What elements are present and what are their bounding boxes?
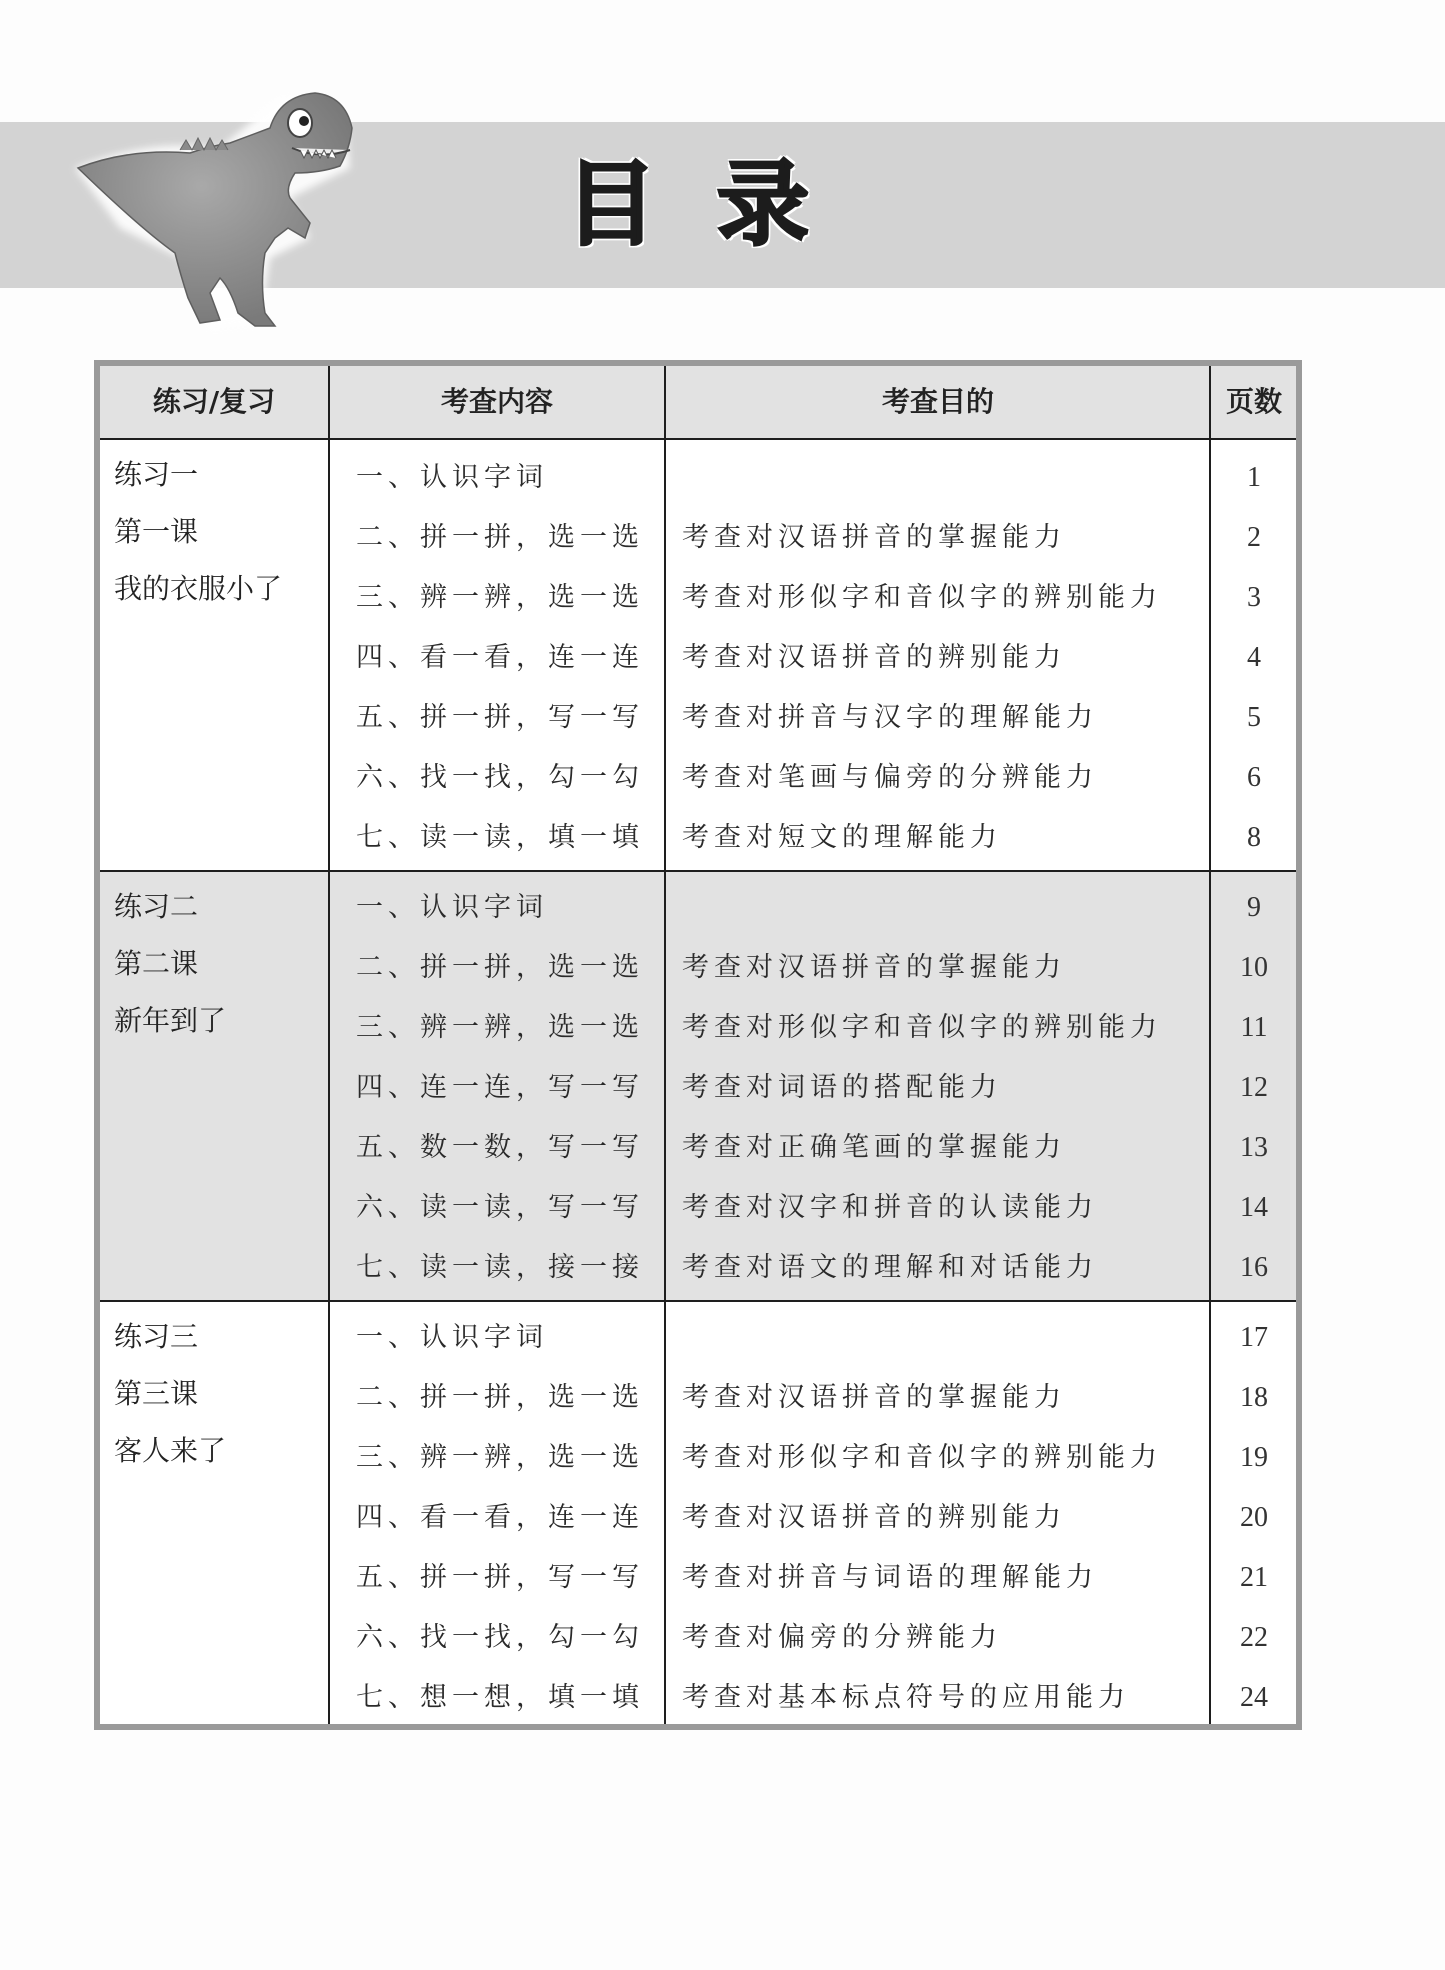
- page-cell: 5: [1247, 702, 1261, 733]
- exercise-name: 练习三: [114, 1320, 199, 1353]
- table-row[interactable]: [100, 628, 1296, 688]
- table-row[interactable]: [100, 748, 1296, 808]
- purpose-cell: 考查对汉语拼音的辨别能力: [682, 642, 1066, 673]
- content-cell: 二、拼一拼，选一选: [356, 1382, 644, 1413]
- table-row[interactable]: [100, 938, 1296, 998]
- purpose-cell: 考查对汉语拼音的掌握能力: [682, 952, 1066, 983]
- purpose-cell: 考查对形似字和音似字的辨别能力: [682, 1012, 1162, 1043]
- purpose-cell: [668, 878, 1208, 938]
- table-row[interactable]: [100, 1608, 1296, 1668]
- lesson-number: 第二课: [114, 947, 199, 980]
- page-cell: 4: [1247, 642, 1261, 673]
- purpose-cell: 考查对笔画与偏旁的分辨能力: [682, 762, 1098, 793]
- header-content: 考查内容: [440, 385, 553, 418]
- header-purpose: 考查目的: [881, 385, 994, 418]
- page-cell: 19: [1240, 1442, 1268, 1473]
- table-row[interactable]: [100, 1548, 1296, 1608]
- content-cell: 七、想一想，填一填: [356, 1682, 644, 1713]
- lesson-title: 客人来了: [114, 1434, 227, 1467]
- purpose-cell: 考查对汉语拼音的辨别能力: [682, 1502, 1066, 1533]
- content-cell: 六、找一找，勾一勾: [356, 1622, 644, 1653]
- page-title: [565, 150, 809, 260]
- purpose-cell: 考查对短文的理解能力: [682, 822, 1002, 853]
- page-cell: 24: [1240, 1682, 1268, 1713]
- content-cell: 三、辨一辨，选一选: [356, 582, 644, 613]
- header-page: 页数: [1225, 385, 1282, 418]
- content-cell: 四、连一连，写一写: [356, 1072, 644, 1103]
- purpose-cell: 考查对语文的理解和对话能力: [682, 1252, 1098, 1283]
- table-row[interactable]: [100, 1368, 1296, 1428]
- table-row[interactable]: [100, 808, 1296, 868]
- purpose-cell: 考查对正确笔画的掌握能力: [682, 1132, 1066, 1163]
- content-cell: 六、找一找，勾一勾: [356, 762, 644, 793]
- table-row[interactable]: [100, 448, 1296, 508]
- page-cell: 17: [1240, 1322, 1268, 1353]
- content-cell: 四、看一看，连一连: [356, 642, 644, 673]
- content-cell: 一、认识字词: [356, 462, 548, 493]
- page-cell: 14: [1240, 1192, 1268, 1223]
- exercise-name: 练习二: [114, 890, 199, 923]
- purpose-cell: 考查对汉语拼音的掌握能力: [682, 1382, 1066, 1413]
- page-cell: 3: [1247, 582, 1261, 613]
- content-cell: 七、读一读，接一接: [356, 1252, 644, 1283]
- content-cell: 二、拼一拼，选一选: [356, 952, 644, 983]
- page-cell: 20: [1240, 1502, 1268, 1533]
- lesson-title: 新年到了: [114, 1004, 227, 1037]
- table-row[interactable]: [100, 568, 1296, 628]
- table-header: [100, 366, 1296, 440]
- table-row[interactable]: [100, 508, 1296, 568]
- purpose-cell: 考查对拼音与汉字的理解能力: [682, 702, 1098, 733]
- purpose-cell: 考查对形似字和音似字的辨别能力: [682, 582, 1162, 613]
- table-row[interactable]: [100, 1428, 1296, 1488]
- content-cell: 三、辨一辨，选一选: [356, 1442, 644, 1473]
- purpose-cell: 考查对汉语拼音的掌握能力: [682, 522, 1066, 553]
- page-cell: 12: [1240, 1072, 1268, 1103]
- table-row[interactable]: [100, 1668, 1296, 1728]
- content-cell: 二、拼一拼，选一选: [356, 522, 644, 553]
- column-divider: [664, 366, 666, 1724]
- dinosaur-illustration-icon: [60, 88, 370, 338]
- purpose-cell: 考查对拼音与词语的理解能力: [682, 1562, 1098, 1593]
- purpose-cell: 考查对词语的搭配能力: [682, 1072, 1002, 1103]
- table-row[interactable]: [100, 1058, 1296, 1118]
- content-cell: 一、认识字词: [356, 1322, 548, 1353]
- page-cell: 1: [1247, 462, 1261, 493]
- section-lesson-1: [100, 440, 1296, 872]
- page-cell: 13: [1240, 1132, 1268, 1163]
- purpose-cell: 考查对基本标点符号的应用能力: [682, 1682, 1130, 1713]
- lesson-number: 第三课: [114, 1377, 199, 1410]
- column-divider: [1209, 366, 1211, 1724]
- title-char-2: 录: [717, 151, 810, 258]
- header-exercise: 练习/复习: [152, 385, 276, 418]
- lesson-number: 第一课: [114, 515, 199, 548]
- content-cell: 一、认识字词: [356, 892, 548, 923]
- content-cell: 五、拼一拼，写一写: [356, 702, 644, 733]
- table-row[interactable]: [100, 1488, 1296, 1548]
- title-char-1: 目: [565, 151, 658, 258]
- content-cell: 五、数一数，写一写: [356, 1132, 644, 1163]
- page-cell: 2: [1247, 522, 1261, 553]
- table-row[interactable]: [100, 1118, 1296, 1178]
- section-lesson-2: [100, 870, 1296, 1302]
- table-row[interactable]: [100, 1308, 1296, 1368]
- purpose-cell: [668, 448, 1208, 508]
- page-cell: 10: [1240, 952, 1268, 983]
- page-cell: 11: [1240, 1012, 1268, 1043]
- purpose-cell: 考查对汉字和拼音的认读能力: [682, 1192, 1098, 1223]
- exercise-name: 练习一: [114, 458, 199, 491]
- page-cell: 9: [1247, 892, 1261, 923]
- table-row[interactable]: [100, 1238, 1296, 1298]
- page-cell: 6: [1247, 762, 1261, 793]
- page-cell: 22: [1240, 1622, 1268, 1653]
- content-cell: 五、拼一拼，写一写: [356, 1562, 644, 1593]
- content-cell: 三、辨一辨，选一选: [356, 1012, 644, 1043]
- table-row[interactable]: [100, 998, 1296, 1058]
- table-of-contents: [94, 360, 1302, 1730]
- purpose-cell: 考查对形似字和音似字的辨别能力: [682, 1442, 1162, 1473]
- content-cell: 七、读一读，填一填: [356, 822, 644, 853]
- table-row[interactable]: [100, 1178, 1296, 1238]
- section-lesson-3: [100, 1300, 1296, 1724]
- table-row[interactable]: [100, 878, 1296, 938]
- purpose-cell: [668, 1308, 1208, 1368]
- page-cell: 8: [1247, 822, 1261, 853]
- page-cell: 16: [1240, 1252, 1268, 1283]
- column-divider: [328, 366, 330, 1724]
- lesson-title: 我的衣服小了: [114, 572, 283, 605]
- table-row[interactable]: [100, 688, 1296, 748]
- content-cell: 四、看一看，连一连: [356, 1502, 644, 1533]
- page-cell: 21: [1240, 1562, 1268, 1593]
- page-cell: 18: [1240, 1382, 1268, 1413]
- content-cell: 六、读一读，写一写: [356, 1192, 644, 1223]
- purpose-cell: 考查对偏旁的分辨能力: [682, 1622, 1002, 1653]
